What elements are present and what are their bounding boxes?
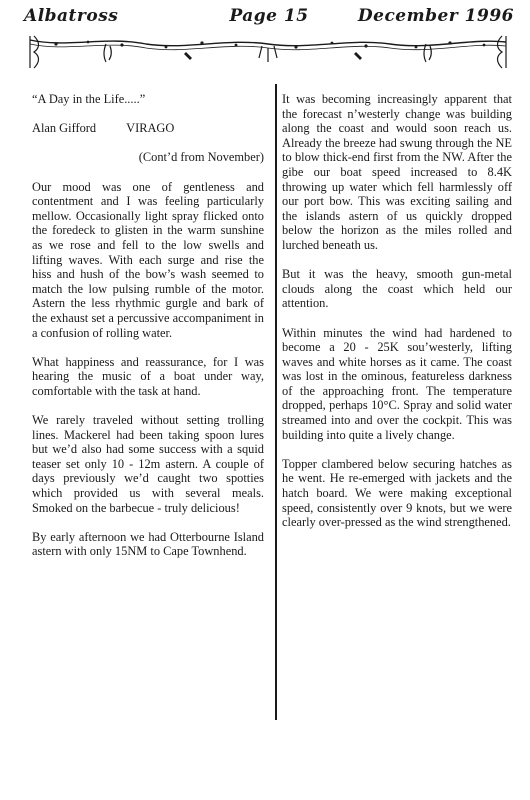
boat-name: VIRAGO — [126, 121, 175, 136]
right-column — [282, 92, 512, 544]
article-title: “A Day in the Life.....” — [32, 92, 146, 106]
paragraph: By early afternoon we had Otterbourne Island astern with only 15NM to Cape Townhend. — [32, 529, 264, 559]
paragraph: Within minutes the wind had hardened to become a 20 - 25K sou’westerly, lifting waves and white horses as it came. The coast was lost in the ominous, featureless darkness of the approaching front. The temperature dropped, perhaps 10°C. Spray and solid water streamed into and over the cockpit. This was building into quite a lively change. — [282, 325, 512, 442]
page-number: Page 15 — [229, 6, 309, 26]
decorative-garland-banner — [26, 32, 510, 72]
paragraph: Our mood was one of gentleness and contentment and I was feeling particularly mellow. Occasionally light spray flicked onto the foredeck to glisten in the warm sunshine as we rose and fell to the low swells and lifting waves. With each surge and rise the hiss and hush of the bow’s wash seemed to match the low pulsing rumble of the motor. Astern the less rhythmic gurgle and bark of the exhaust set a percussive accompaniment in a confusion of rolling water. — [32, 179, 264, 340]
left-column — [32, 92, 264, 574]
byline — [32, 121, 264, 136]
paragraph: Topper clambered below securing hatches as he went. He re-emerged with jackets and the hatch board. We were making exceptional speed, consistently over 9 knots, but we were clearly over-pressed as the wind strengthened. — [282, 456, 512, 530]
paragraph: It was becoming increasingly apparent that the forecast n’westerly change was building along the coast and would soon reach us. Already the breeze had swung through the NE to blow thick-end first from the NW. After the gibe our boat speed increased to 8.4K throwing up water which fell harmlessly off our port bow. This was exciting sailing and the islands astern of us quickly dropped below the horizon as the miles rolled and lurched beneath us. — [282, 92, 512, 252]
author-name: Alan Gifford — [32, 121, 97, 136]
column-divider — [275, 84, 277, 720]
issue-date: December 1996 — [357, 6, 514, 26]
paragraph: We rarely traveled without setting trolling lines. Mackerel had been taking spoon lures but we’d also had some success with a squid teaser set only 10 - 12m astern. A couple of days previously we’d caught two spotties which provided us with several meals. Smoked on the barbecue - truly delicious! — [32, 413, 264, 515]
continued-note: (Cont’d from November) — [138, 150, 264, 165]
paragraph: What happiness and reassurance, for I was hearing the music of a boat under way, comfortable with the task at hand. — [32, 354, 264, 398]
page-header — [24, 6, 514, 32]
publication-title: Albatross — [24, 6, 119, 26]
paragraph: But it was the heavy, smooth gun-metal clouds along the coast which held our attention. — [282, 267, 512, 311]
